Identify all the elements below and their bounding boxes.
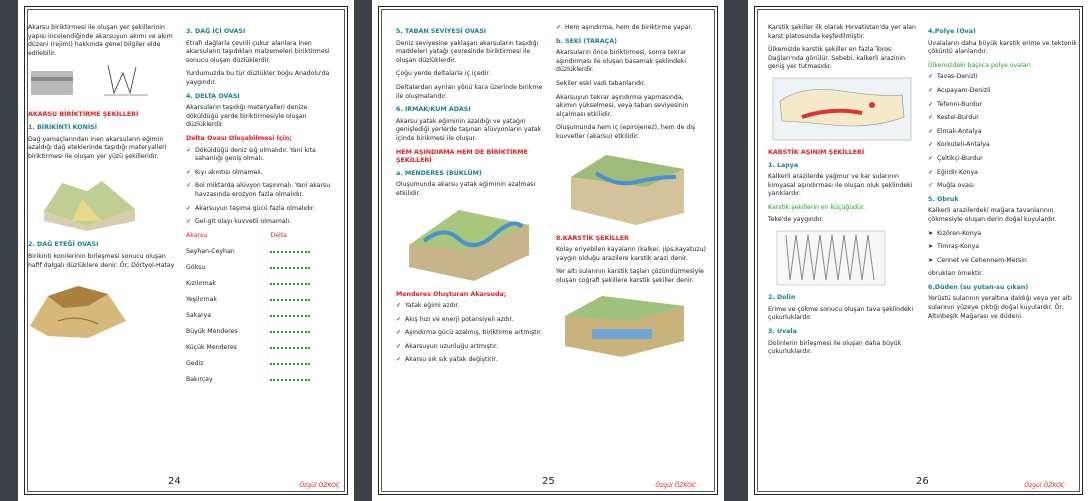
list-item: ✓ Tavas-Denizli bbox=[928, 73, 978, 81]
delta-conditions-title: Delta Ovası Oluşabilmesi İçin; bbox=[186, 134, 292, 142]
delta-text: Akarsuların taşıdığı materyalleri denize döküldüğü yerde biriktirmesiyle oluşan düzlüklerdir. bbox=[186, 104, 308, 129]
lapies-note: Karstik şekillerin en küçüğüdür. bbox=[768, 203, 865, 211]
terrace-text: Akarsuların önce biriktirmesi, sonra tekrar aşındırması ile oluşan basamak şeklindeki düzlüklerdir. bbox=[556, 49, 687, 74]
polje-list-title: Ülkemizdeki başlıca polye ovaları bbox=[928, 61, 1031, 69]
table-header: Delta bbox=[270, 231, 287, 239]
heading-river-island: 6. IRMAK/KUM ADASI bbox=[396, 106, 471, 114]
list-item: ✓ Tefenni-Burdur bbox=[928, 100, 983, 108]
lapies-text: Kalkerli arazilerde yağmur ve kar sularının kimyasal aşındırması ile oluşan oluk şeklindeki yarıklardır. bbox=[768, 173, 913, 198]
section-title: HEM AŞINDIRMA HEM DE BİRİKTİRME ŞEKİLLERİ bbox=[396, 148, 528, 165]
table-row: Bakırçay bbox=[186, 376, 336, 392]
table-row: Gediz bbox=[186, 360, 336, 376]
meander-text: Oluşumunda akarsu yatak eğiminin azalması etkilidir. bbox=[396, 181, 536, 197]
terrace-note: Sekiler eski vadi tabanlarıdır. bbox=[556, 79, 646, 87]
heading-lapies: 1. Lapya bbox=[768, 161, 799, 169]
heading-piedmont-plain: 2. DAĞ ETEĞİ OVASI bbox=[28, 241, 99, 249]
list-item: ✓ Aşındırma gücü azalmış, biriktirme artmıştır. bbox=[396, 329, 543, 337]
piedmont-text: Birikinti konilerinin birleşmesi sonucu oluşan hafif dalgalı düzlüklere denir. Ör; Dörtyol-Hatay bbox=[28, 252, 175, 269]
page-number: 25 bbox=[542, 476, 555, 487]
lapies-location: Teke'de yaygındır. bbox=[768, 215, 824, 223]
table-header: Akarsu bbox=[186, 231, 208, 239]
lapies-image bbox=[776, 230, 918, 288]
table-row: Göksu bbox=[186, 264, 336, 280]
heading-meander: a. MENDERES (BÜKLÜM) bbox=[396, 169, 482, 177]
list-item: ➤ Timraş-Konya bbox=[928, 243, 980, 251]
section-title: AKARSU BİRİKTİRME ŞEKİLLERİ bbox=[28, 111, 139, 119]
heading-ponor: 6.Düden (su yutan-su çıkan) bbox=[928, 283, 1029, 291]
signature: Özgül ÖZKOÇ bbox=[1024, 482, 1065, 489]
intro-text: Akarsu biriktirmesi ile oluşan yer şekillerinin yapısı incelendiğinde akarsuyun akımı ve akım düzeni (rejimi) hakkında genel bilgiler elde edilebilir. bbox=[28, 24, 173, 57]
list-item: ✓ Akış hızı ve enerji potansiyeli azdır. bbox=[396, 315, 514, 323]
table-row: Kızılırmak bbox=[186, 280, 336, 296]
list-item: ✓ Muğla ovası bbox=[928, 182, 974, 190]
list-item: ✓ Eğirdir-Konya bbox=[928, 168, 978, 176]
intermontane-text: Etrafı dağlarla çevrili çukur alanlara inen akarsuların taşıdıkları malzemeleri biriktirmesi sonucu oluşan düzlüklerdir. bbox=[186, 39, 330, 64]
terrace-image bbox=[566, 147, 706, 229]
meander-image bbox=[404, 205, 546, 285]
erosion-diagram bbox=[28, 63, 178, 105]
karst-text: Kolay eriyebilen kayaların (kalker, jips,kayatuzu) yaygın olduğu arazilere karstik arazi denir. bbox=[556, 246, 706, 262]
list-item: ✓ Bol miktarda alüvyon taşınmalı. Yani akarsu havzasında erozyon fazla olmalıdır. bbox=[186, 182, 331, 198]
table-row: Büyük Menderes bbox=[186, 328, 336, 344]
heading-sinkhole: 5. Obruk bbox=[928, 195, 959, 203]
intermontane-note: Yurdumuzda bu tür düzlükler boğu Anadolu'da yaygındır. bbox=[186, 70, 330, 86]
heading-base-level-plain: 5. TABAN SEVİYESİ OVASI bbox=[396, 28, 487, 35]
karst-map bbox=[772, 77, 918, 145]
uvala-text: Dolinlerin birleşmesi ile oluşan daha büyük çukurluklardır. bbox=[768, 339, 902, 356]
base-level-note: Çoğu yerde deltalarla iç içedir. bbox=[396, 70, 491, 78]
list-item: ✓ Çeltikçi-Burdur bbox=[928, 154, 983, 162]
heading-polje: 4.Polye (Ova) bbox=[928, 28, 976, 35]
list-item: ✓ Yatak eğimi azdır. bbox=[396, 302, 460, 310]
list-item: ✓ Akarsu sık sık yatak değiştirir. bbox=[396, 356, 498, 364]
list-item: ✓ Döküldüğü deniz sığ olmalıdır. Yani kıta sahanlığı geniş olmalı. bbox=[186, 146, 316, 163]
table-row: Yeşilırmak bbox=[186, 296, 336, 312]
table-row: Sakarya bbox=[186, 312, 336, 328]
list-item: ✓ Acıpayam-Denizli bbox=[928, 86, 991, 94]
heading-intermontane-plain: 3. DAĞ İÇİ OVASI bbox=[186, 28, 246, 35]
section-title: KARSTİK AŞINIM ŞEKİLLERİ bbox=[768, 148, 865, 156]
karst-origin-text: Karstik şekiller ilk olarak Hırvatistan'da yer alan karst platosunda keşfedilmiştir. bbox=[768, 24, 916, 40]
base-level-note2: Deltalardan ayrılan yönü kara üzerinde birikme ile oluşmalarıdır. bbox=[396, 83, 543, 100]
karst-image bbox=[562, 291, 706, 361]
page-26 bbox=[748, 0, 1089, 501]
sinkhole-text: Kalkerli arazilerdeki mağara tavanlarının çökmesiyle oluşan derin doğal kuyulardır. bbox=[928, 207, 1057, 223]
sinkhole-note: obrukları örnektir. bbox=[928, 270, 984, 278]
alluvial-fan-text: Dağ yamaçlarından inen akarsuların eğimin azaldığı dağ eteklerinde taşıdığı materyalleri biriktirmesi ile oluşan yer yüzü şekilleridir. bbox=[28, 135, 167, 160]
ponor-text: Yerüstü sularının yeraltına daldığı veya yer altı sularının yüzeye çıktığı doğal kuyulardır. Ör; Altınbeşik Mağarası ve düdeni. bbox=[928, 295, 1072, 320]
heading-doline: 2. Dolin bbox=[768, 294, 796, 302]
list-item: ✓ Elmalı-Antalya bbox=[928, 127, 982, 135]
piedmont-image bbox=[28, 276, 178, 342]
doline-text: Erime ve çökme sonucu oluşan tava şeklindeki çukurluklardır. bbox=[768, 305, 914, 322]
terrace-note2: Akarsuyun tekrar aşındırma yapmasında, akımın yükselmesi, veya taban seviyesinin alçalması etkilidir. bbox=[556, 93, 689, 118]
list-item: ➤ Cennet ve Cehennem-Mersin bbox=[928, 256, 1027, 264]
heading-uvala: 3. Uvala bbox=[768, 327, 797, 335]
page-25 bbox=[372, 0, 724, 501]
base-level-text: Deniz seviyesine yaklaşan akarsuların taşıdığı maddeleri yatağı çevresinde biriktirmesi ile oluşan düzlüklerdir. bbox=[396, 39, 539, 64]
heading-terrace: b. SEKİ (TARAÇA) bbox=[556, 37, 617, 45]
list-item: ✓ Akarsuyun uzunluğu artmıştır. bbox=[396, 342, 498, 350]
page-number: 24 bbox=[168, 476, 181, 487]
terrace-note3: Oluşumunda hem iç (epirojenez), hem de dış kuvvetler (akarsu) etkilidir. bbox=[556, 124, 696, 140]
page-24 bbox=[18, 0, 354, 501]
list-item: ✓ Hem aşındırma, hem de biriktirme yapar. bbox=[556, 24, 693, 31]
heading-delta-plain: 4. DELTA OVASI bbox=[186, 92, 240, 100]
delta-table bbox=[186, 232, 336, 392]
list-item: ✓ Kıyı akıntısı olmamalı. bbox=[186, 168, 263, 176]
list-item: ✓ Kestel-Burdur bbox=[928, 114, 979, 122]
alluvial-fan-image bbox=[42, 171, 178, 233]
table-row: Seyhan-Ceyhan bbox=[186, 248, 336, 264]
list-item: ✓ Akarsuyun taşıma gücü fazla olmalıdır. bbox=[186, 204, 315, 212]
polje-text: Uvalaların daha büyük karstik erime ve tektonik çöküntü alanlarıdır. bbox=[928, 39, 1077, 56]
signature: Özgül ÖZKOÇ bbox=[655, 482, 696, 489]
list-item: ✓ Korkuteli-Antalya bbox=[928, 141, 990, 149]
list-item: ➤ Kızören-Konya bbox=[928, 229, 982, 237]
signature: Özgül ÖZKOÇ bbox=[299, 482, 340, 489]
heading-alluvial-fan: 1. BİRİKİNTİ KONİSİ bbox=[28, 123, 98, 131]
karst-turkey-text: Ülkemizde karstik şekiller en fazla Toros Dağları'nda görülür. Sebebi, kalkerli arazinin geniş yer tutmasıdır. bbox=[768, 46, 906, 71]
page-number: 26 bbox=[916, 476, 929, 487]
karst-text2: Yer altı sularının karstik taşları çözündürmesiyle oluşan coğrafi şekillere karstik şekiller denir. bbox=[556, 268, 704, 284]
meander-conditions-title: Menderes Oluşturan Akarsuda; bbox=[396, 290, 507, 298]
river-island-text: Akarsu yatak eğiminin azaldığı ve yatağın genişlediği yerlerde taşınan alüvyonların yatak içinde birikmesi ile oluşur. bbox=[396, 117, 542, 142]
list-item: ✓ Gel-git olayı kuvvetli olmamalı. bbox=[186, 218, 292, 226]
heading-karst: 8.KARSTİK ŞEKİLLER bbox=[556, 234, 629, 242]
table-row: Küçük Menderes bbox=[186, 344, 336, 360]
